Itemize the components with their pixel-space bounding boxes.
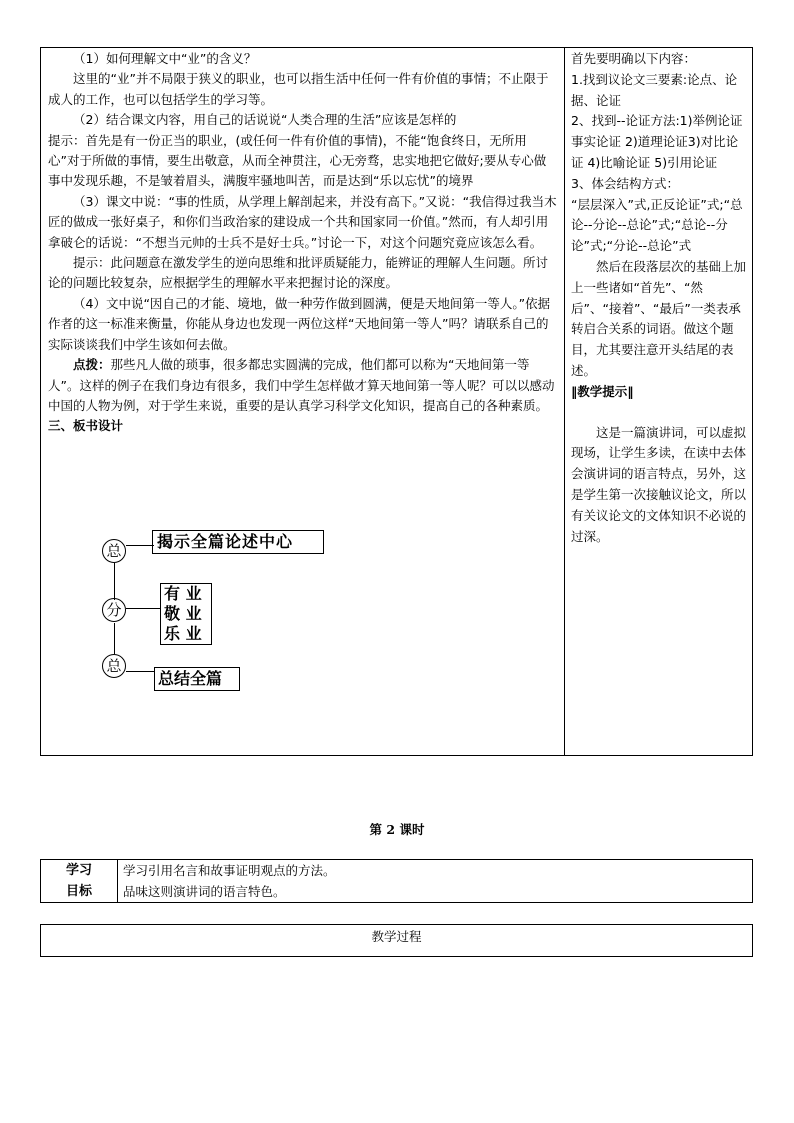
- node-middle: 分: [102, 598, 126, 622]
- goal-item-2: 品味这则演讲词的语言特色。: [123, 884, 286, 899]
- middle-box: [160, 583, 212, 645]
- top-box: 揭示全篇论述中心: [152, 530, 324, 554]
- connector-line-lower: [114, 623, 115, 654]
- right-intro: 首先要明确以下内容：: [571, 51, 697, 66]
- right-item-3: 3、体会结构方式：: [571, 175, 679, 191]
- connector-top: [126, 545, 154, 546]
- right-item-2: 2、找到--论证方法:1)举例论证事实论证 2)道理论证3)对比论证 4)比喻论证 5)引用论证: [571, 113, 743, 170]
- question-3-hint: 提示：此问题意在激发学生的逆向思维和批评质疑能力，能辨证的理解人生问题。所讨论的问题比较复杂，应根据学生的理解水平来把握讨论的深度。: [48, 255, 549, 291]
- teaching-tip-heading: ‖教学提示‖: [571, 383, 634, 399]
- goals-divider: [117, 859, 118, 903]
- connector-bottom: [126, 671, 154, 672]
- middle-box-line-1: 有 业: [164, 584, 202, 603]
- left-column: [48, 49, 558, 437]
- right-paragraph: 然后在段落层次的基础上加上一些诸如“首先”、“然后”、“接着”、“最后”一类表承转启合关系的词语。做这个题目，尤其要注意开头结尾的表述。: [571, 258, 747, 378]
- connector-mid: [126, 608, 160, 609]
- point-label: 点拨：: [73, 357, 111, 373]
- teaching-tip-text: 这是一篇演讲词，可以虚拟现场，让学生多读，在读中去体会演讲词的语言特点，另外，这是学生第一次接触议论文，所以有关议论文的文体知识不必说的过深。: [571, 424, 747, 544]
- right-item-1: 1.找到议论文三要素:论点、论据、论证: [571, 71, 738, 108]
- goals-label-1: 学习: [65, 863, 92, 878]
- goals-label-2: 目标: [65, 884, 92, 899]
- question-4-point: [48, 355, 558, 416]
- lesson-title: 第 2 课时: [369, 822, 425, 837]
- process-title: 教学过程: [40, 924, 753, 957]
- right-column: [571, 49, 749, 547]
- bottom-box: 总结全篇: [154, 667, 240, 691]
- node-top: 总: [102, 539, 126, 563]
- column-divider: [564, 47, 565, 756]
- question-1-title: （1）如何理解文中“业”的含义？: [73, 51, 257, 66]
- question-2-title: （2）结合课文内容，用自己的话说说“人类合理的生活”应该是怎样的: [73, 112, 457, 128]
- connector-line-upper: [114, 563, 115, 600]
- question-2-answer: 提示：首先是有一份正当的职业，(或任何一件有价值的事情)，不能“饱食终日，无所用心”对于所做的事情，要生出敬意，从而全神贯注，心无旁骛，忠实地把它做好;要从专心做事中发现乐趣，不是皱着眉头，满腹牢骚地叫苦，而是达到“乐以忘忧”的境界: [48, 132, 547, 189]
- question-3-text: （3）课文中说：“事的性质，从学理上解剖起来，并没有高下。”又说：“我信得过我当木匠的做成一张好桌子，和你们当政治家的建设成一个共和国家同一价值。”然而，有人却引用拿破仑的话说：“不想当元帅的士兵不是好士兵。”讨论一下，对这个问题究竟应该怎么看。: [48, 193, 557, 250]
- node-bottom: 总: [102, 654, 126, 678]
- middle-box-line-2: 敬 业: [164, 604, 202, 623]
- point-text: 那些凡人做的琐事，很多都忠实圆满的完成，他们都可以称为“天地间第一等人”。这样的例子在我们身边有很多，我们中学生怎样做才算天地间第一等人呢？可以以感动中国的人物为例，对于学生来说，重要的是认真学习科学文化知识，提高自己的各种素质。: [48, 357, 555, 413]
- middle-box-line-3: 乐 业: [164, 624, 202, 643]
- question-4-text: （4）文中说“因自己的才能、境地，做一种劳作做到圆满，便是天地间第一等人。”依据作者的这一标准来衡量，你能从身边也发现一两位这样“天地间第一等人”吗？请联系自己的实际谈谈我们中学生该如何去做。: [48, 295, 551, 352]
- question-1-answer: 这里的“业”并不局限于狭义的职业，也可以指生活中任何一件有价值的事情；不止限于成人的工作，也可以包括学生的学习等。: [48, 71, 549, 107]
- right-structures: “层层深入”式,正反论证”式;“总论--分论--总论”式;“总论--分论”式;“分论--总论”式: [571, 196, 743, 254]
- goal-item-1: 学习引用名言和故事证明观点的方法。: [123, 863, 336, 878]
- section-title: 三、板书设计: [48, 418, 124, 434]
